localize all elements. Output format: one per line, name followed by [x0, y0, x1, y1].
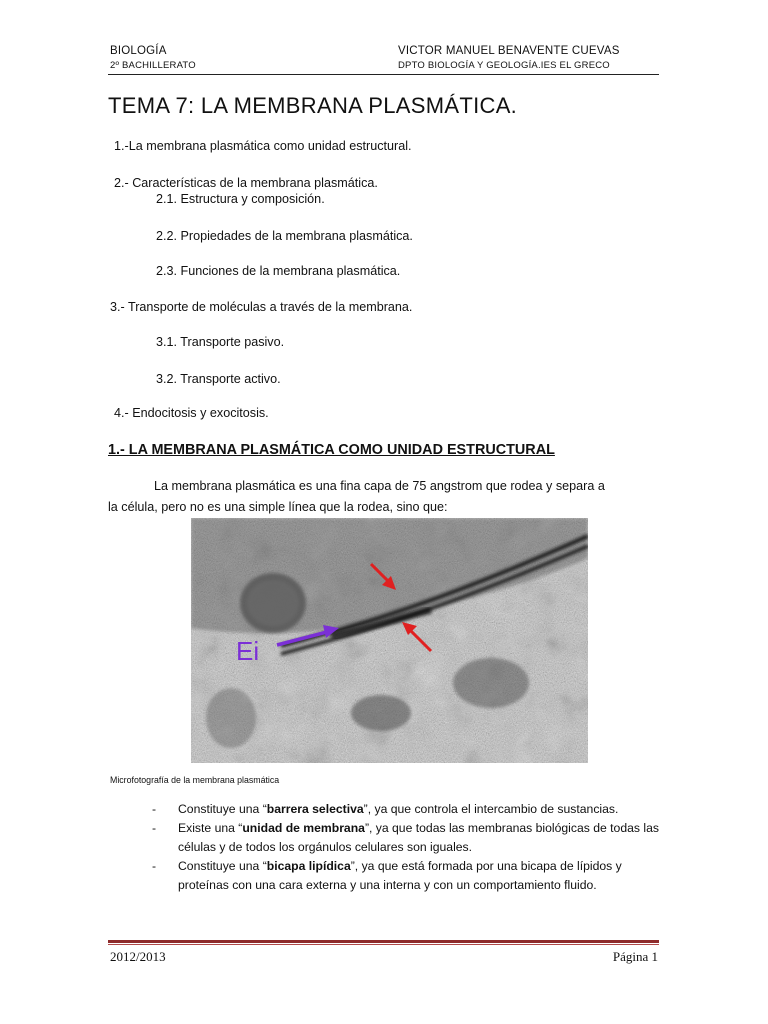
- bullet-text-bold: unidad de membrana: [242, 821, 365, 835]
- header-author: VICTOR MANUEL BENAVENTE CUEVAS: [398, 45, 620, 57]
- bullet-text-post: ”, ya que controla el intercambio de sustancias.: [363, 802, 619, 816]
- bullet-text-post: ”, ya que todas las membranas biológicas de todas las células y de todos los orgánulos celulares son iguales.: [178, 821, 659, 854]
- membrane-micrograph: [191, 518, 588, 763]
- page-title: TEMA 7: LA MEMBRANA PLASMÁTICA.: [108, 93, 518, 118]
- toc-item-3-1: 3.1. Transporte pasivo.: [156, 335, 285, 349]
- intro-paragraph-text: La membrana plasmática es una fina capa de 75 angstrom que rodea y separa a la célula, pero no es una simple línea que la rodea, sino que:: [108, 479, 605, 514]
- toc-item-2-1: 2.1. Estructura y composición.: [156, 192, 325, 206]
- toc-item-2-2: 2.2. Propiedades de la membrana plasmática.: [156, 229, 413, 243]
- toc-item-1: 1.-La membrana plasmática como unidad estructural.: [114, 139, 412, 153]
- footer-page-number: Página 1: [612, 949, 658, 964]
- bullet-text-bold: barrera selectiva: [266, 802, 364, 816]
- property-list: [152, 800, 672, 895]
- footer-rule: [108, 940, 659, 943]
- bullet-dash: -: [152, 821, 157, 835]
- toc-item-2: 2.- Características de la membrana plasmática.: [114, 176, 378, 190]
- bullet-text-pre: Constituye una “: [178, 859, 267, 873]
- bullet-text-pre: Existe una “: [178, 821, 243, 835]
- header-rule: [108, 74, 659, 75]
- toc-item-4: 4.- Endocitosis y exocitosis.: [114, 406, 269, 420]
- footer-year: 2012/2013: [110, 949, 166, 964]
- bullet-text-post: ”, ya que está formada por una bicapa de lípidos y proteínas con una cara externa y una interna y con un comportamiento fluido.: [178, 859, 622, 892]
- bullet-dash: -: [152, 802, 157, 816]
- micrograph-label-ei: Ei: [236, 636, 260, 666]
- footer-rule-thin: [108, 944, 659, 945]
- micrograph-caption: Microfotografía de la membrana plasmática: [110, 775, 280, 785]
- list-item: [152, 857, 672, 895]
- header-department: DPTO BIOLOGÍA Y GEOLOGÍA.IES EL GRECO: [398, 60, 610, 71]
- bullet-dash: -: [152, 859, 157, 873]
- section-heading: 1.- LA MEMBRANA PLASMÁTICA COMO UNIDAD ESTRUCTURAL: [108, 442, 555, 458]
- list-item: [152, 819, 672, 857]
- header-subject: BIOLOGÍA: [110, 45, 167, 57]
- bullet-text-bold: bicapa lipídica: [266, 859, 351, 873]
- bullet-text-pre: Constituye una “: [178, 802, 267, 816]
- toc-item-3: 3.- Transporte de moléculas a través de la membrana.: [110, 300, 413, 314]
- header-course: 2º BACHILLERATO: [110, 60, 196, 71]
- intro-paragraph: [108, 476, 608, 518]
- toc-item-2-3: 2.3. Funciones de la membrana plasmática.: [156, 264, 401, 278]
- list-item: [152, 800, 672, 819]
- toc-item-3-2: 3.2. Transporte activo.: [156, 372, 281, 386]
